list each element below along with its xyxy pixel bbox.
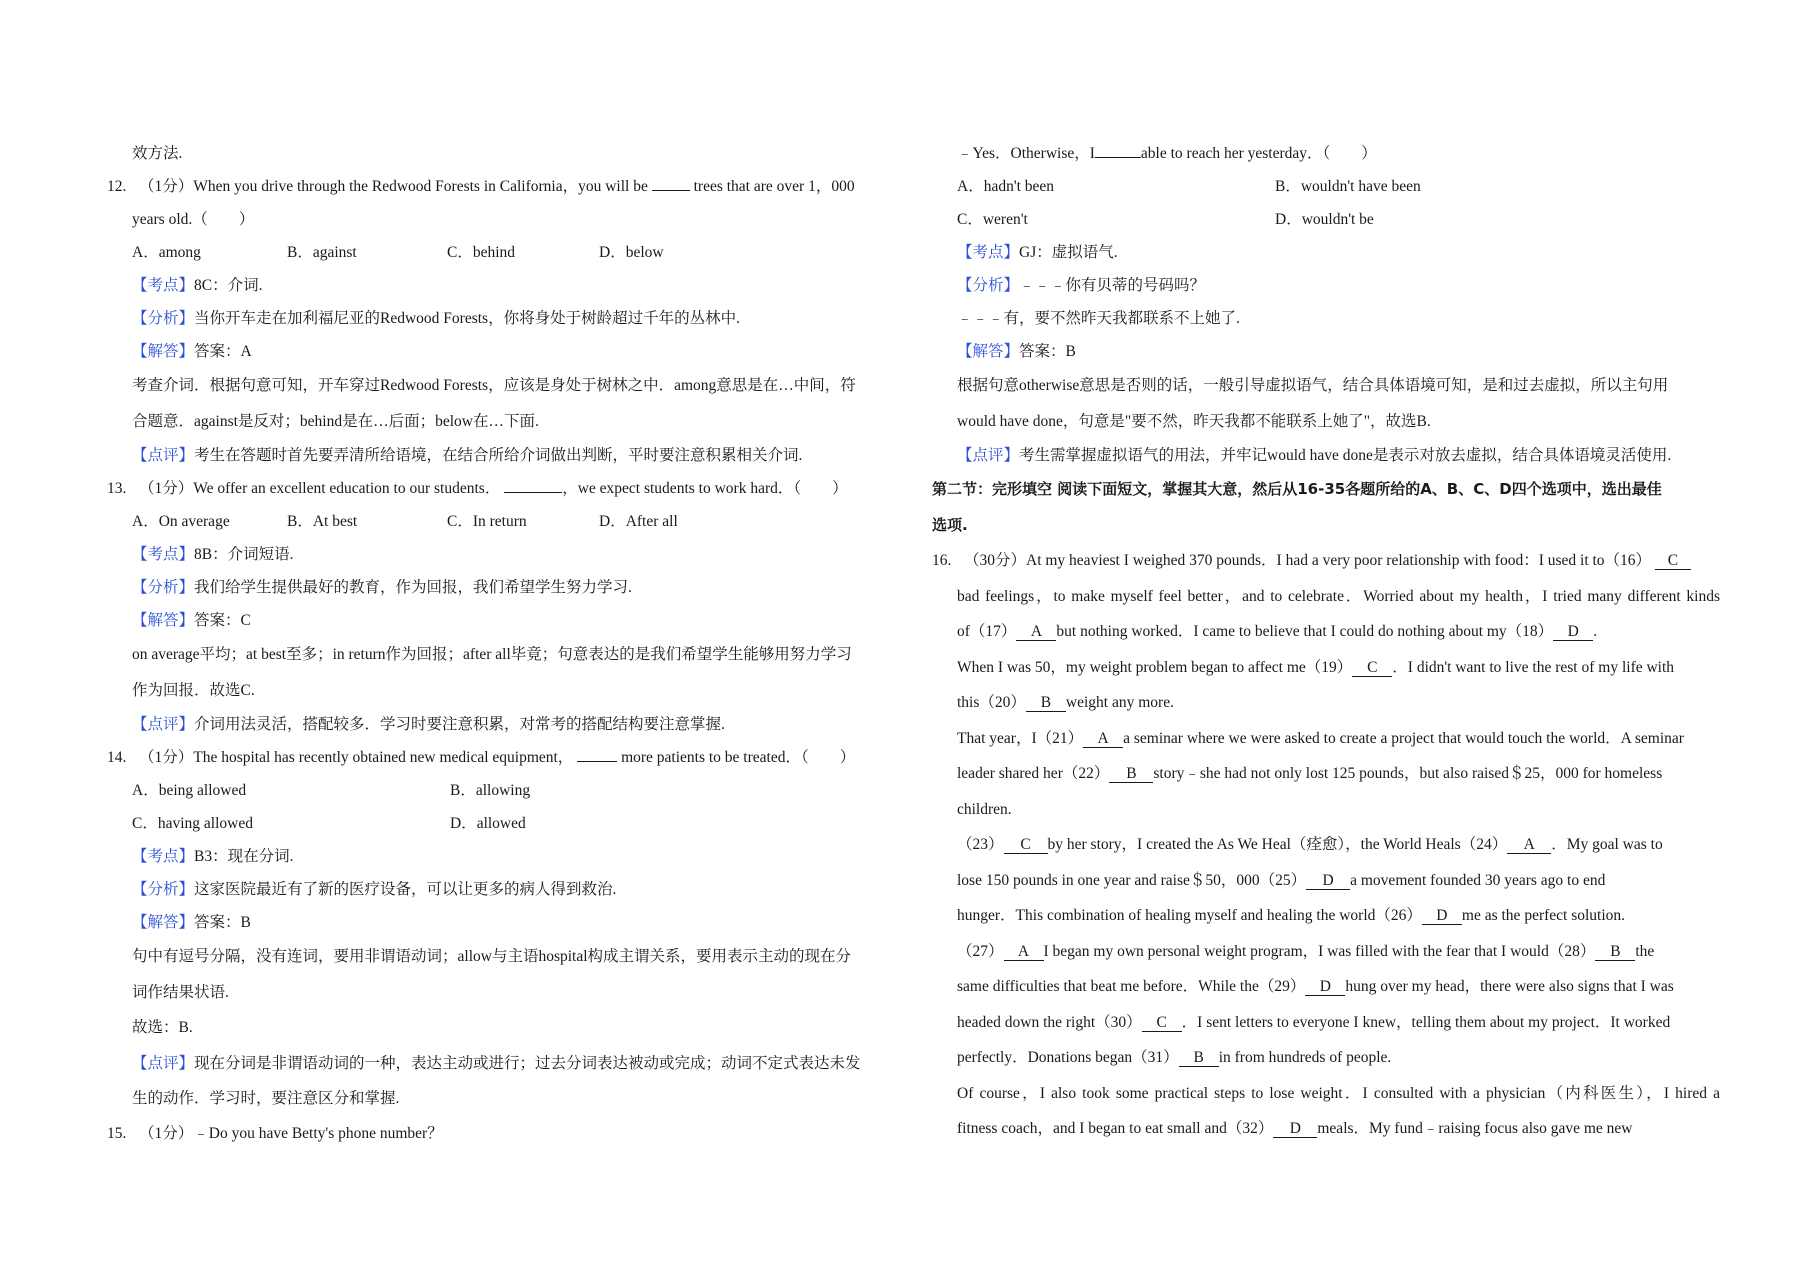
question-number: 12.: [107, 178, 127, 195]
cloze-answer: C: [1142, 1015, 1182, 1032]
text-line: 效方法.: [132, 145, 183, 162]
question-13-options: [107, 505, 902, 538]
cloze-answer: C: [1352, 660, 1392, 677]
question-13-stem: 13. （1分）We offer an excellent education to our students． ，we expect students to work hard．（ ）: [107, 472, 902, 505]
jieda-line: 【解答】答案：A: [132, 343, 252, 360]
cloze-line: （27） A I began my own personal weight program，I was filled with the fear that I would（28） B the: [957, 942, 1655, 960]
question-14-options-row1: [107, 774, 902, 807]
kaodian-line: 【考点】8B：介词短语.: [132, 546, 294, 563]
question-12-stem-cont: years old.（ ）: [132, 211, 255, 228]
dianping-line-cont: 生的动作．学习时，要注意区分和掌握.: [132, 1090, 400, 1107]
fenxi-line: 【分析】﹣﹣﹣你有贝蒂的号码吗？: [957, 277, 1206, 294]
option-c: C．In return: [447, 513, 527, 530]
cloze-line: （23） C by her story，I created the As We Heal（痊愈），the World Heals（24） A ．My goal was to: [957, 836, 1663, 853]
option-a: A．On average: [132, 513, 230, 530]
option-a: A．hadn't been: [957, 178, 1055, 195]
question-14-stem: 14. （1分）The hospital has recently obtained new medical equipment， more patients to be treated．（ ）: [107, 741, 902, 774]
fenxi-line: 【分析】这家医院最近有了新的医疗设备，可以让更多的病人得到救治.: [132, 881, 617, 898]
cloze-line: hunger．This combination of healing myself and healing the world（26） D me as the perfect solution.: [957, 907, 1626, 924]
dianping-line: 【点评】考生在答题时首先要弄清所给语境，在结合所给介词做出判断，平时要注意积累相关介词.: [132, 447, 803, 464]
cloze-line: fitness coach，and I began to eat small and（32） D meals．My fund﹣raising focus also gave me new: [957, 1120, 1633, 1137]
question-14-options-row2: [107, 807, 902, 840]
cloze-answer: D: [1553, 624, 1593, 641]
cloze-line: lose 150 pounds in one year and raise＄50，000（25） D a movement founded 30 years ago to end: [957, 871, 1606, 889]
answer-blank: [504, 478, 562, 493]
explanation-line: 考查介词．根据句意可知，开车穿过Redwood Forests，应该是身处于树林之中．among意思是在…中间，符: [132, 377, 856, 394]
kaodian-line: 【考点】B3：现在分词.: [132, 848, 294, 865]
cloze-answer: C: [1004, 837, 1048, 854]
right-column: [932, 137, 1720, 1147]
explanation-line: 根据句意otherwise意思是否则的话，一般引导虚拟语气，结合具体语境可知，是和过去虚拟，所以主句用: [957, 377, 1669, 394]
option-d: D．below: [599, 244, 664, 261]
option-d: D．wouldn't be: [1275, 211, 1374, 228]
explanation-line: 合题意．against是反对；behind是在…后面；below在…下面.: [132, 412, 539, 430]
option-b: B．allowing: [450, 782, 531, 799]
fenxi-line: 【分析】当你开车走在加利福尼亚的Redwood Forests，你将身处于树龄超过千年的丛林中.: [132, 310, 740, 327]
cloze-answer: A: [1004, 944, 1044, 961]
question-12-options: [107, 236, 902, 269]
cloze-answer: A: [1083, 731, 1123, 748]
cloze-line: headed down the right（30） C ．I sent letters to everyone I knew，telling them about my project．It worked: [957, 1013, 1671, 1031]
cloze-line: That year，I（21） A a seminar where we were asked to create a project that would touch the world．A seminar: [957, 729, 1684, 747]
dianping-line: 【点评】考生需掌握虚拟语气的用法，并牢记would have done是表示对放去虚拟，结合具体语境灵活使用.: [957, 447, 1672, 464]
cloze-answer: B: [1179, 1050, 1219, 1067]
cloze-answer: D: [1305, 979, 1345, 996]
answer-blank: [577, 747, 617, 762]
cloze-line: of（17） A but nothing worked．I came to believe that I could do nothing about my（18） D .: [957, 623, 1598, 640]
kaodian-line: 【考点】GJ：虚拟语气.: [957, 244, 1118, 261]
option-b: B．At best: [287, 513, 358, 530]
cloze-line: this（20） B weight any more.: [957, 694, 1174, 711]
question-15-stem-cont: ﹣Yes．Otherwise，I able to reach her yesterday．（ ）: [957, 145, 1377, 162]
answer-blank: [652, 176, 690, 191]
option-c: C．having allowed: [132, 815, 253, 832]
explanation-line: 故选：B.: [132, 1019, 193, 1036]
dianping-line: 【点评】介词用法灵活，搭配较多．学习时要注意积累，对常考的搭配结构要注意掌握.: [132, 716, 725, 733]
option-b: B．against: [287, 244, 357, 261]
cloze-line: Of course，I also took some practical steps to lose weight．I consulted with a physician（内科医生），I hired a: [957, 1084, 1720, 1102]
jieda-line: 【解答】答案：B: [957, 343, 1076, 360]
cloze-answer: D: [1306, 873, 1350, 890]
option-a: A．being allowed: [132, 782, 247, 799]
cloze-line: same difficulties that beat me before．While the（29） D hung over my head，there were also signs that I was: [957, 978, 1674, 995]
cloze-line: children.: [957, 800, 1012, 818]
option-c: C．weren't: [957, 211, 1028, 228]
question-12-stem: 12. （1分）When you drive through the Redwood Forests in California，you will be trees that are over 1，000: [107, 170, 902, 203]
question-15-stem: 15. （1分）﹣Do you have Betty's phone number？: [107, 1117, 902, 1150]
explanation-line: 作为回报．故选C.: [132, 681, 255, 699]
cloze-answer: D: [1422, 908, 1462, 925]
question-number: 15.: [107, 1124, 127, 1142]
section-heading-cont: 选项.: [932, 515, 968, 534]
cloze-line: perfectly．Donations began（31） B in from hundreds of people.: [957, 1049, 1392, 1066]
explanation-line: would have done，句意是"要不然，昨天我都不能联系上她了"，故选B.: [957, 412, 1431, 430]
section-heading: 第二节：完形填空 阅读下面短文，掌握其大意，然后从16-35各题所给的A、B、C、D四个选项中，选出最佳: [932, 480, 1662, 498]
cloze-answer: D: [1273, 1121, 1317, 1138]
jieda-line: 【解答】答案：C: [132, 612, 251, 629]
option-d: D．allowed: [450, 815, 526, 832]
cloze-line: 16. （30分）At my heaviest I weighed 370 pounds．I had a very poor relationship with food：I used it to（16） C: [932, 543, 1720, 579]
cloze-answer: B: [1026, 695, 1066, 712]
kaodian-line: 【考点】8C：介词.: [132, 277, 263, 294]
cloze-answer: B: [1109, 766, 1153, 783]
cloze-line: leader shared her（22） B story﹣she had not only lost 125 pounds，but also raised＄25，000 for homeless: [957, 765, 1663, 782]
explanation-line: on average平均；at best至多；in return作为回报；after all毕竟；句意表达的是我们希望学生能够用努力学习: [132, 646, 852, 663]
option-d: D．After all: [599, 513, 678, 530]
question-number: 13.: [107, 480, 127, 497]
jieda-line: 【解答】答案：B: [132, 914, 251, 931]
option-a: A．among: [132, 244, 201, 261]
explanation-line: 词作结果状语.: [132, 983, 229, 1001]
answer-blank: [1095, 143, 1141, 158]
cloze-answer: A: [1016, 624, 1056, 641]
fenxi-line-cont: ﹣﹣﹣有，要不然昨天我都联系不上她了.: [957, 310, 1240, 327]
explanation-line: 句中有逗号分隔，没有连词，要用非谓语动词；allow与主语hospital构成主谓关系，要用表示主动的现在分: [132, 948, 852, 965]
left-column: [107, 137, 902, 1150]
cloze-line: bad feelings，to make myself feel better，and to celebrate．Worried about my health，I tried many different kinds: [957, 587, 1720, 605]
cloze-line: When I was 50，my weight problem began to affect me（19） C ．I didn't want to live the rest of my life with: [957, 658, 1675, 676]
question-number: 14.: [107, 749, 127, 766]
option-c: C．behind: [447, 244, 516, 261]
question-15-options-row2: [932, 203, 1720, 236]
cloze-answer: C: [1655, 553, 1691, 570]
dianping-line: 【点评】现在分词是非谓语动词的一种，表达主动或进行；过去分词表达被动或完成；动词不定式表达未发: [132, 1054, 861, 1072]
cloze-answer: B: [1595, 944, 1635, 961]
option-b: B．wouldn't have been: [1275, 178, 1421, 195]
question-number: 16.: [932, 552, 952, 569]
fenxi-line: 【分析】我们给学生提供最好的教育，作为回报，我们希望学生努力学习.: [132, 579, 632, 596]
question-15-options-row1: [932, 170, 1720, 203]
cloze-answer: A: [1507, 837, 1551, 854]
